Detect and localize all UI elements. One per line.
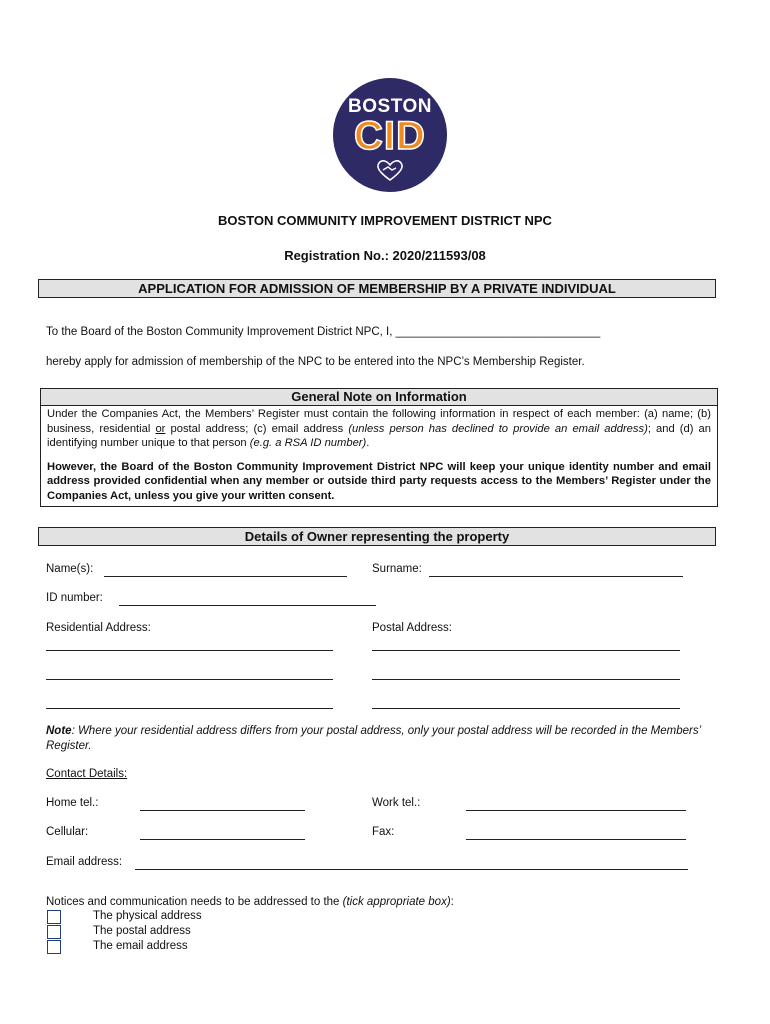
- work-tel-field[interactable]: [466, 810, 686, 811]
- logo-text-boston: BOSTON: [348, 96, 432, 117]
- cellular-field[interactable]: [140, 839, 305, 840]
- form-title: APPLICATION FOR ADMISSION OF MEMBERSHIP BY A PRIVATE INDIVIDUAL: [38, 279, 716, 298]
- postal-address-label: Postal Address:: [372, 622, 452, 634]
- fax-label: Fax:: [372, 826, 395, 838]
- home-tel-field[interactable]: [140, 810, 305, 811]
- postal-address-checkbox[interactable]: [47, 925, 61, 939]
- residential-address-line-3[interactable]: [46, 708, 333, 709]
- physical-address-option: The physical address: [93, 910, 202, 922]
- notices-instruction: Notices and communication needs to be addressed to the (tick appropriate box):: [46, 896, 454, 908]
- handshake-heart-icon: [375, 158, 405, 182]
- intro-line-2: hereby apply for admission of membership of the NPC to be entered into the NPC’s Membership Register.: [46, 356, 585, 368]
- work-tel-label: Work tel.:: [372, 797, 421, 809]
- organization-name: BOSTON COMMUNITY IMPROVEMENT DISTRICT NPC: [218, 213, 552, 228]
- residential-address-line-1[interactable]: [46, 650, 333, 651]
- surname-field[interactable]: [429, 576, 683, 577]
- contact-details-heading: Contact Details:: [46, 768, 128, 780]
- surname-label: Surname:: [372, 563, 422, 575]
- home-tel-label: Home tel.:: [46, 797, 99, 809]
- email-label: Email address:: [46, 856, 123, 868]
- general-note-body: [40, 405, 718, 507]
- logo-text-cid: CID: [354, 114, 426, 158]
- id-number-label: ID number:: [46, 592, 103, 604]
- owner-section-heading: Details of Owner representing the property: [38, 527, 716, 546]
- boston-cid-logo: [333, 78, 447, 192]
- registration-number: Registration No.: 2020/211593/08: [284, 248, 486, 263]
- postal-address-line-1[interactable]: [372, 650, 680, 651]
- postal-address-option: The postal address: [93, 925, 191, 937]
- general-note-paragraph-1: Under the Companies Act, the Members’ Register must contain the following information in respect of each member: (a) name; (b) business, residential or postal address; (c) email address (unless person has declined to provide an email address); and (d) an identifying number unique to that person (e.g. a RSA ID number).: [47, 408, 711, 449]
- names-field[interactable]: [104, 576, 347, 577]
- postal-address-line-2[interactable]: [372, 679, 680, 680]
- cellular-label: Cellular:: [46, 826, 89, 838]
- physical-address-checkbox[interactable]: [47, 910, 61, 924]
- general-note-paragraph-2: However, the Board of the Boston Community Improvement District NPC will keep your unique identity number and email address provided confidential when any member or outside third party requests access to the Members’ Register under the Companies Act, unless you give your written consent.: [47, 460, 711, 502]
- email-field[interactable]: [135, 869, 688, 870]
- email-address-checkbox[interactable]: [47, 940, 61, 954]
- residential-address-label: Residential Address:: [46, 622, 151, 634]
- address-note: Note: Where your residential address differs from your postal address, only your postal address will be recorded in the Members’ Register.: [46, 725, 701, 752]
- fax-field[interactable]: [466, 839, 686, 840]
- general-note-heading: General Note on Information: [40, 388, 718, 406]
- postal-address-line-3[interactable]: [372, 708, 680, 709]
- names-label: Name(s):: [46, 563, 94, 575]
- id-number-field[interactable]: [119, 605, 376, 606]
- intro-line-1: To the Board of the Boston Community Improvement District NPC, I, ________________________________: [46, 326, 601, 338]
- residential-address-line-2[interactable]: [46, 679, 333, 680]
- email-address-option: The email address: [93, 940, 188, 952]
